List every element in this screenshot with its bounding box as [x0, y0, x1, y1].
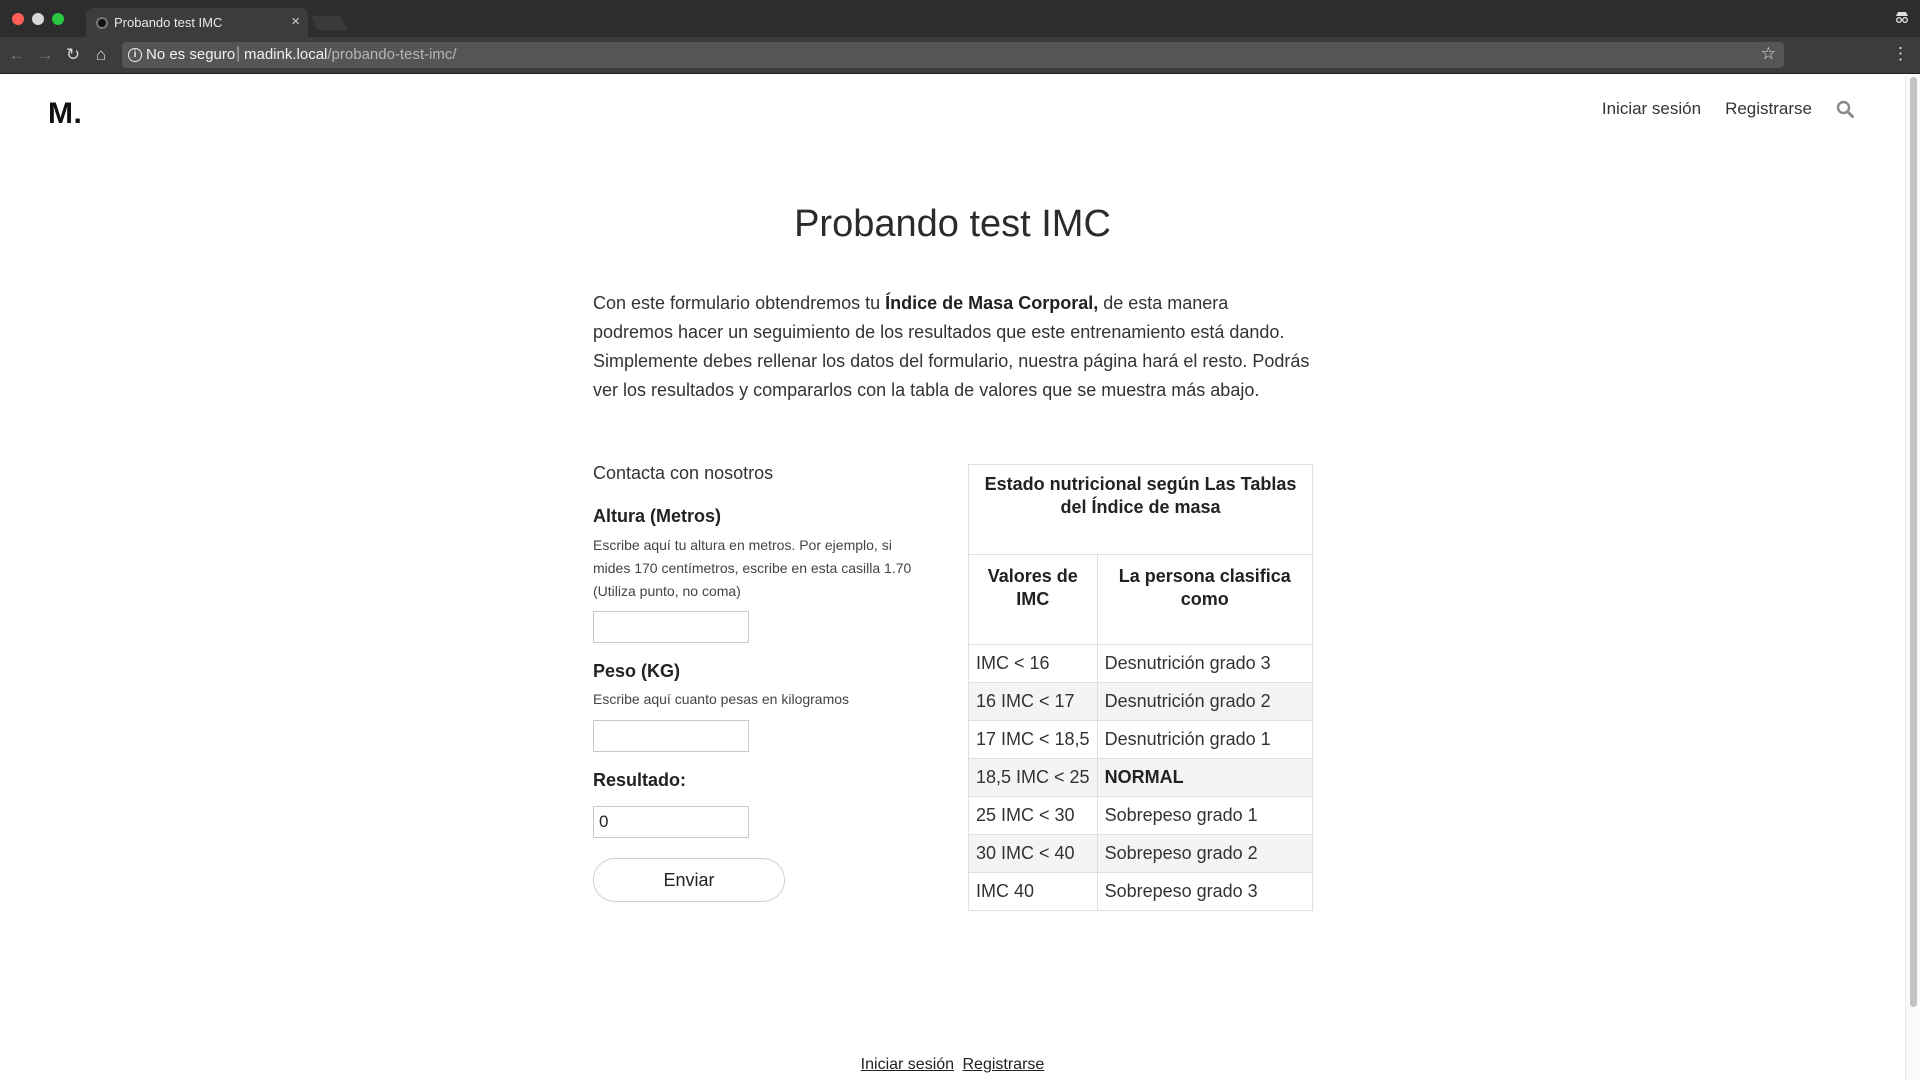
form-heading: Contacta con nosotros: [593, 463, 774, 483]
header-register-link[interactable]: Registrarse: [1725, 99, 1812, 118]
browser-menu-icon[interactable]: ⋮: [1892, 44, 1909, 63]
home-icon[interactable]: ⌂: [95, 45, 107, 64]
imc-range-cell: 17 IMC < 18,5: [969, 721, 1098, 759]
table-row: [969, 835, 1313, 873]
imc-range-cell: IMC 40: [969, 873, 1098, 911]
imc-range-cell: IMC < 16: [969, 645, 1098, 683]
minimize-window-button[interactable]: [32, 13, 44, 25]
table-title-row: [969, 465, 1313, 555]
imc-table: [968, 464, 1313, 911]
table-row: [969, 721, 1313, 759]
search-icon[interactable]: [1836, 100, 1854, 118]
col-header-classification: La persona clasifica como: [1097, 555, 1312, 645]
info-icon[interactable]: i: [128, 48, 142, 62]
intro-text-end: de esta manera podremos hacer un seguimiento de los resultados que este entrenamiento está dando. Simplemente debes rellenar los datos del formulario, nuestra página hará el resto. Podrás ver los resultados y compararlos con la tabla de valores que se muestra más abajo.: [593, 293, 1310, 400]
table-row: [969, 645, 1313, 683]
browser-tab-bar: [0, 0, 1920, 37]
table-title: Estado nutricional según Las Tablas del Índice de masa: [969, 465, 1313, 555]
imc-range-cell: 25 IMC < 30: [969, 797, 1098, 835]
page-viewport: [0, 75, 1920, 1080]
imc-class-cell: Sobrepeso grado 2: [1097, 835, 1312, 873]
browser-tab-active[interactable]: [86, 8, 308, 37]
height-input[interactable]: [593, 611, 749, 643]
imc-range-cell: 30 IMC < 40: [969, 835, 1098, 873]
imc-range-cell: 16 IMC < 17: [969, 683, 1098, 721]
scrollbar-thumb[interactable]: [1910, 77, 1917, 1007]
table-row: [969, 873, 1313, 911]
result-label: Resultado:: [593, 770, 687, 790]
url-path: /probando-test-imc/: [327, 46, 457, 63]
weight-help-text: Escribe aquí cuanto pesas en kilogramos: [593, 691, 850, 707]
reload-icon[interactable]: ↻: [65, 45, 81, 64]
table-row: [969, 759, 1313, 797]
new-tab-button[interactable]: [311, 16, 348, 30]
imc-class-cell: NORMAL: [1097, 759, 1312, 797]
weight-label: Peso (KG): [593, 661, 681, 681]
url-separator: |: [236, 45, 241, 62]
height-label: Altura (Metros): [593, 506, 722, 526]
result-field[interactable]: [593, 806, 749, 838]
header-nav: [1602, 99, 1854, 119]
submit-button[interactable]: Enviar: [593, 858, 785, 902]
footer-links: [0, 1056, 1905, 1074]
imc-class-cell: Sobrepeso grado 1: [1097, 797, 1312, 835]
tab-close-icon[interactable]: ×: [291, 13, 300, 30]
header-login-link[interactable]: Iniciar sesión: [1601, 99, 1702, 118]
security-warning: No es seguro: [146, 46, 236, 63]
intro-text-start: Con este formulario obtendremos tu: [593, 293, 886, 313]
address-bar[interactable]: [122, 42, 1784, 68]
footer-register-link[interactable]: Registrarse: [962, 1056, 1045, 1073]
site-favicon-icon: [96, 17, 108, 29]
imc-class-cell: Desnutrición grado 1: [1097, 721, 1312, 759]
intro-paragraph: [593, 289, 1313, 405]
close-window-button[interactable]: [12, 13, 24, 25]
page-title: Probando test IMC: [794, 203, 1111, 245]
footer-login-link[interactable]: Iniciar sesión: [860, 1056, 955, 1073]
col-header-values: Valores de IMC: [969, 555, 1098, 645]
browser-toolbar: [0, 37, 1920, 74]
page-scrollbar[interactable]: [1905, 75, 1920, 1080]
imc-class-cell: Desnutrición grado 3: [1097, 645, 1312, 683]
maximize-window-button[interactable]: [52, 13, 64, 25]
url-host: madink.local: [244, 46, 328, 63]
weight-input[interactable]: [593, 720, 749, 752]
height-help-text: Escribe aquí tu altura en metros. Por ejemplo, si mides 170 centímetros, escribe en esta casilla 1.70 (Utiliza punto, no coma): [593, 537, 912, 599]
imc-class-cell: Sobrepeso grado 3: [1097, 873, 1312, 911]
tab-title: Probando test IMC: [114, 15, 223, 30]
intro-text-bold: Índice de Masa Corporal,: [885, 293, 1099, 313]
bookmark-star-icon[interactable]: ☆: [1760, 44, 1776, 63]
imc-class-cell: Desnutrición grado 2: [1097, 683, 1312, 721]
imc-range-cell: 18,5 IMC < 25: [969, 759, 1098, 797]
incognito-icon: [1894, 9, 1910, 25]
back-arrow-icon[interactable]: ←: [8, 45, 26, 64]
table-header-row: [969, 555, 1313, 645]
table-row: [969, 797, 1313, 835]
site-logo[interactable]: M.: [48, 97, 83, 130]
url-text: [244, 46, 457, 63]
table-row: [969, 683, 1313, 721]
forward-arrow-icon[interactable]: →: [36, 45, 54, 64]
